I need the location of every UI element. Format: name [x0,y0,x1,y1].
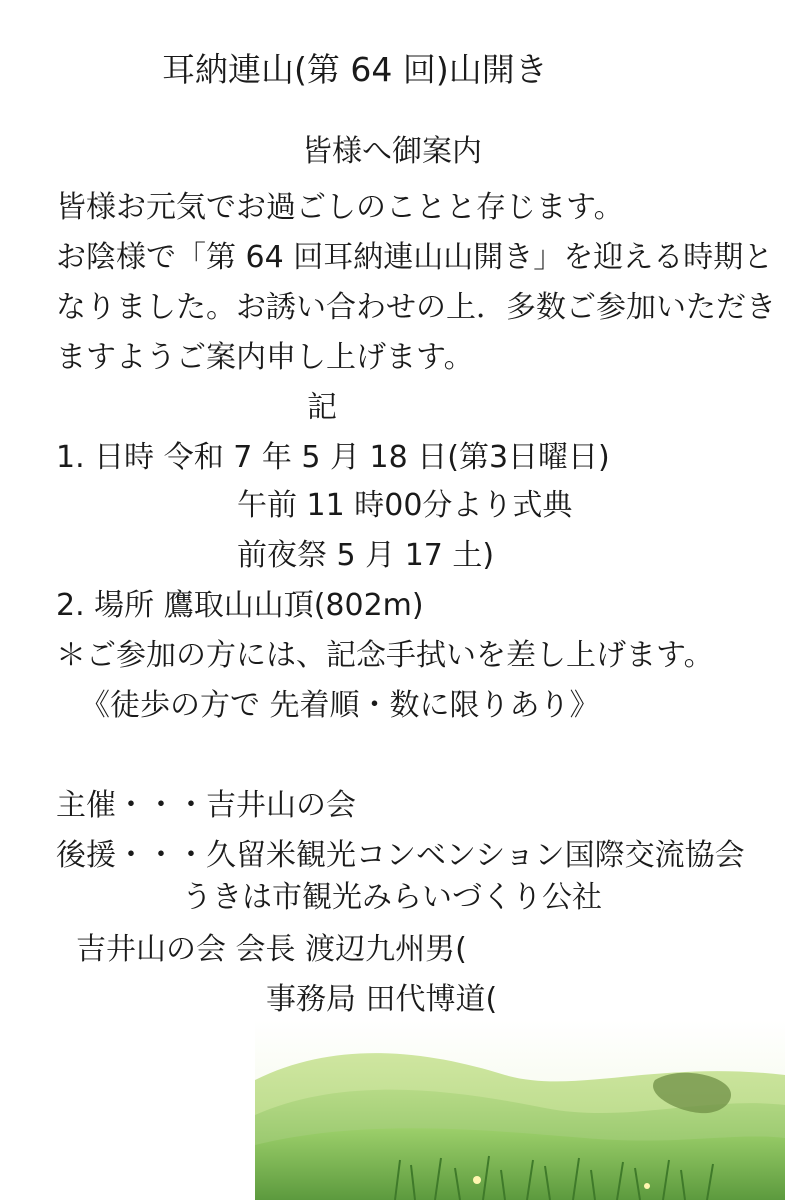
secretariat: 事務局 田代博道( [266,982,498,1017]
item-eve: 前夜祭 5 月 17 土) [237,538,495,573]
body-line-1: 皆様お元気でお過ごしのことと存じます。 [56,190,624,225]
body-line-3: なりました。お誘い合わせの上．多数ご参加いただき [56,290,776,325]
item-time: 午前 11 時00分より式典 [237,488,573,523]
note-limit: 《徒歩の方で 先着順・数に限りあり》 [80,688,600,723]
item-place: 2. 場所 鷹取山山頂(802m) [56,588,424,623]
note-gift: ＊ご参加の方には、記念手拭いを差し上げます。 [56,638,714,673]
supporter-1: 後援・・・久留米観光コンベンション国際交流協会 [56,838,745,873]
ki-heading: 記 [307,390,337,425]
body-line-4: ますようご案内申し上げます。 [56,340,474,375]
flyer-title: 耳納連山(第 64 回)山開き [162,50,548,89]
organizer: 主催・・・吉井山の会 [56,788,356,823]
flyer-subtitle: 皆様へ御案内 [302,134,482,169]
redacted-phone-1 [518,930,768,980]
chairman: 吉井山の会 会長 渡辺九州男( [76,932,467,967]
body-line-2: お陰様で「第 64 回耳納連山山開き」を迎える時期と [56,240,774,275]
grassy-hill-illustration [255,1020,785,1200]
supporter-2: うきは市観光みらいづくり公社 [182,880,602,915]
item-datetime: 1. 日時 令和 7 年 5 月 18 日(第3日曜日) [56,440,610,475]
